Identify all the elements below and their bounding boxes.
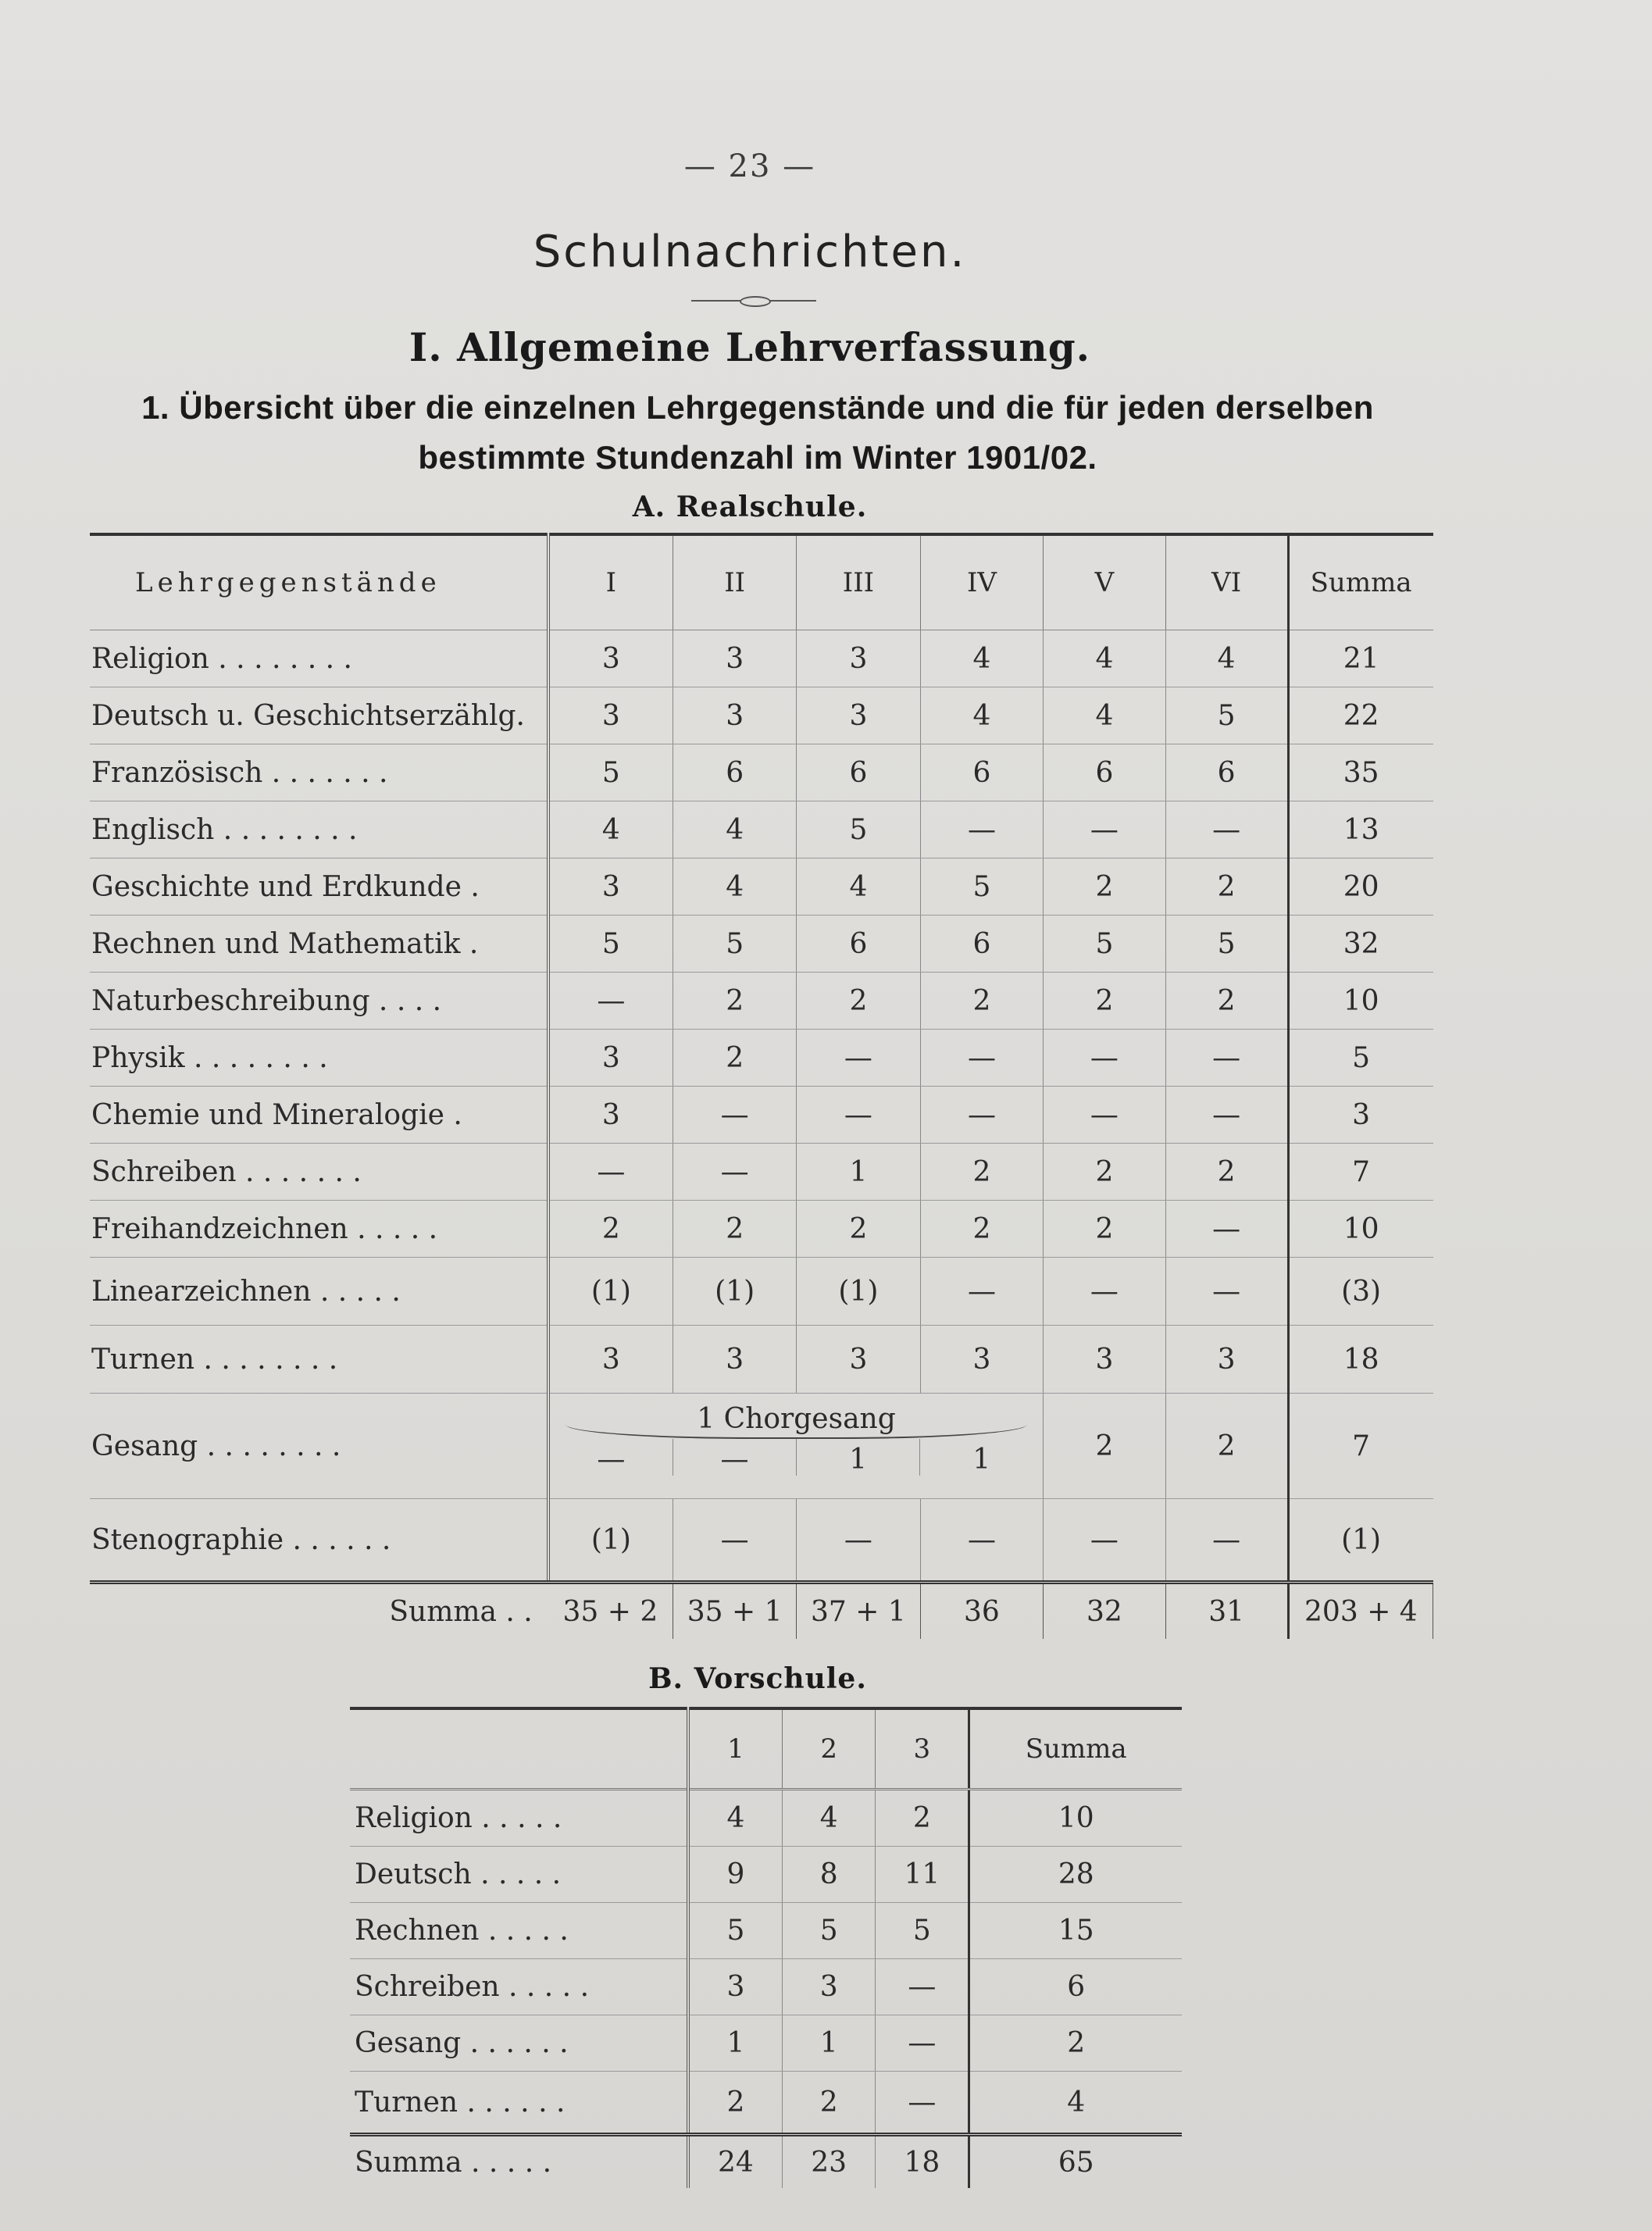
value-cell: 5 bbox=[797, 801, 920, 858]
summa-cell: 18 bbox=[1288, 1326, 1433, 1394]
chorgesang-cell bbox=[548, 1394, 1044, 1499]
subject-cell: Linearzeichnen . . . . . bbox=[90, 1258, 548, 1326]
summa-cell: 21 bbox=[1288, 630, 1433, 687]
value-cell: — bbox=[673, 1144, 797, 1201]
table-row bbox=[90, 630, 1433, 687]
table-row bbox=[90, 1326, 1433, 1394]
subject-cell: Schreiben . . . . . bbox=[350, 1959, 688, 2015]
summa-cell: 7 bbox=[1288, 1144, 1433, 1201]
value-cell: 36 bbox=[920, 1583, 1044, 1640]
value-cell: 4 bbox=[1165, 630, 1288, 687]
realschule-title: A. Realschule. bbox=[632, 491, 868, 523]
subject-cell: Religion . . . . . bbox=[350, 1790, 688, 1847]
summa-cell: 203 + 4 bbox=[1288, 1583, 1433, 1640]
summa-cell: 3 bbox=[1288, 1087, 1433, 1144]
value-cell: 4 bbox=[920, 630, 1044, 687]
header-cell: IV bbox=[920, 534, 1044, 630]
value-cell: 3 bbox=[548, 858, 673, 916]
value-cell: — bbox=[920, 801, 1044, 858]
value-cell: 2 bbox=[1165, 858, 1288, 916]
table-row bbox=[90, 744, 1433, 801]
value-cell: 6 bbox=[797, 916, 920, 973]
header-cell: 1 bbox=[688, 1708, 783, 1790]
value-cell: 3 bbox=[548, 687, 673, 744]
value-cell: — bbox=[876, 2072, 969, 2135]
value-cell: 24 bbox=[688, 2135, 783, 2189]
value-cell: 2 bbox=[783, 2072, 876, 2135]
value-cell: 2 bbox=[920, 1144, 1044, 1201]
value-cell: 3 bbox=[548, 630, 673, 687]
subsection-heading: 1. Übersicht über die einzelnen Lehrgegenstände und die für jeden derselben bestimmte Stundenzahl im Winter 1901/02. bbox=[141, 389, 1374, 476]
value-cell: — bbox=[920, 1258, 1044, 1326]
value-cell: 18 bbox=[876, 2135, 969, 2189]
realschule-table bbox=[90, 533, 1433, 1639]
summa-row bbox=[350, 2135, 1182, 2189]
table-row bbox=[90, 1394, 1433, 1499]
summa-cell: 20 bbox=[1288, 858, 1433, 916]
value-cell: — bbox=[920, 1030, 1044, 1087]
table-row bbox=[90, 801, 1433, 858]
value-cell: — bbox=[673, 1499, 797, 1583]
value-cell: 6 bbox=[920, 744, 1044, 801]
subject-cell: Englisch . . . . . . . . bbox=[90, 801, 548, 858]
summa-cell: 65 bbox=[969, 2135, 1182, 2189]
value-cell: 2 bbox=[1044, 973, 1165, 1030]
subject-cell: Schreiben . . . . . . . bbox=[90, 1144, 548, 1201]
value-cell: 5 bbox=[688, 1903, 783, 1959]
value-cell: 2 bbox=[688, 2072, 783, 2135]
value-cell: — bbox=[920, 1087, 1044, 1144]
table-row bbox=[90, 1087, 1433, 1144]
subject-cell: Turnen . . . . . . bbox=[350, 2072, 688, 2135]
header-cell: III bbox=[797, 534, 920, 630]
ornament-divider bbox=[691, 300, 816, 305]
value-cell: 5 bbox=[920, 858, 1044, 916]
value-cell: 3 bbox=[797, 687, 920, 744]
summa-cell: 4 bbox=[969, 2072, 1182, 2135]
section-heading: I. Allgemeine Lehrverfassung. bbox=[409, 324, 1091, 370]
value-cell: — bbox=[548, 973, 673, 1030]
header-cell: V bbox=[1044, 534, 1165, 630]
value-cell: — bbox=[548, 1144, 673, 1201]
table-row bbox=[90, 687, 1433, 744]
summa-cell: 10 bbox=[1288, 973, 1433, 1030]
header-cell bbox=[350, 1708, 688, 1790]
value-cell: 6 bbox=[1165, 744, 1288, 801]
value-cell: — bbox=[1044, 1499, 1165, 1583]
subject-cell: Naturbeschreibung . . . . bbox=[90, 973, 548, 1030]
value-cell: 11 bbox=[876, 1847, 969, 1903]
chorgesang-split bbox=[550, 1439, 1044, 1476]
table-row bbox=[90, 858, 1433, 916]
summa-cell: (1) bbox=[1288, 1499, 1433, 1583]
value-cell: — bbox=[1044, 801, 1165, 858]
value-cell: 6 bbox=[797, 744, 920, 801]
value-cell: — bbox=[797, 1030, 920, 1087]
summa-cell: 32 bbox=[1288, 916, 1433, 973]
value-cell: 2 bbox=[1044, 858, 1165, 916]
subject-cell: Gesang . . . . . . . . bbox=[90, 1394, 548, 1499]
value-cell: (1) bbox=[673, 1258, 797, 1326]
value-cell: 1 bbox=[797, 1144, 920, 1201]
table-row bbox=[350, 1959, 1182, 2015]
value-cell: 1 bbox=[783, 2015, 876, 2072]
value-cell: 32 bbox=[1044, 1583, 1165, 1640]
value-cell: — bbox=[797, 1499, 920, 1583]
summa-label: Summa . . bbox=[389, 1595, 533, 1628]
summa-label: Summa . . . . . bbox=[350, 2135, 688, 2189]
page-title: Schulnachrichten. bbox=[533, 227, 967, 277]
table-row bbox=[90, 1201, 1433, 1258]
value-cell: 3 bbox=[797, 630, 920, 687]
header-cell: Lehrgegenstände bbox=[90, 534, 548, 630]
value-cell: 4 bbox=[673, 801, 797, 858]
value-cell: 3 bbox=[688, 1959, 783, 2015]
value-cell: 3 bbox=[920, 1326, 1044, 1394]
value-cell: — bbox=[1044, 1258, 1165, 1326]
header-cell: Summa bbox=[969, 1708, 1182, 1790]
header-cell: I bbox=[548, 534, 673, 630]
header-cell: 3 bbox=[876, 1708, 969, 1790]
table-row bbox=[350, 1903, 1182, 1959]
summa-cell: 2 bbox=[969, 2015, 1182, 2072]
value-cell: 5 bbox=[548, 744, 673, 801]
value-cell: 23 bbox=[783, 2135, 876, 2189]
value-cell: 2 bbox=[1165, 1144, 1288, 1201]
value-cell: (1) bbox=[797, 1258, 920, 1326]
value-cell: 2 bbox=[1044, 1394, 1165, 1499]
value-cell: 5 bbox=[673, 916, 797, 973]
value-cell: 3 bbox=[797, 1326, 920, 1394]
table-row bbox=[350, 1790, 1182, 1847]
value-cell: 6 bbox=[1044, 744, 1165, 801]
value-cell: 3 bbox=[548, 1030, 673, 1087]
subject-cell: Turnen . . . . . . . . bbox=[90, 1326, 548, 1394]
value-cell: 35 + 1 bbox=[673, 1583, 797, 1640]
value-cell: (1) bbox=[548, 1499, 673, 1583]
value-cell: 2 bbox=[1044, 1144, 1165, 1201]
summa-cell: (3) bbox=[1288, 1258, 1433, 1326]
value-cell: 8 bbox=[783, 1847, 876, 1903]
value-cell: — bbox=[673, 1439, 796, 1476]
subject-cell: Deutsch u. Geschichtserzählg. bbox=[90, 687, 548, 744]
subject-cell: Physik . . . . . . . . bbox=[90, 1030, 548, 1087]
value-cell: 3 bbox=[673, 630, 797, 687]
value-cell: 2 bbox=[876, 1790, 969, 1847]
value-cell: 4 bbox=[797, 858, 920, 916]
chorgesang-label: 1 Chorgesang bbox=[566, 1403, 1028, 1439]
table-row bbox=[90, 1030, 1433, 1087]
value-cell: 5 bbox=[1044, 916, 1165, 973]
value-cell: 3 bbox=[673, 1326, 797, 1394]
value-cell: — bbox=[597, 1444, 626, 1476]
subject-cell: Gesang . . . . . . bbox=[350, 2015, 688, 2072]
table-row bbox=[90, 1144, 1433, 1201]
subject-cell: Stenographie . . . . . . bbox=[90, 1499, 548, 1583]
table-row bbox=[90, 1258, 1433, 1326]
value-cell: 2 bbox=[797, 973, 920, 1030]
subject-cell: Religion . . . . . . . . bbox=[90, 630, 548, 687]
summa-cell: 10 bbox=[969, 1790, 1182, 1847]
value-cell: — bbox=[1165, 801, 1288, 858]
value-cell: — bbox=[920, 1499, 1044, 1583]
summa-cell: 7 bbox=[1288, 1394, 1433, 1499]
value-cell: 3 bbox=[1165, 1326, 1288, 1394]
header-cell: 2 bbox=[783, 1708, 876, 1790]
table-header-row bbox=[90, 534, 1433, 630]
value-cell: 5 bbox=[876, 1903, 969, 1959]
value-cell: 5 bbox=[783, 1903, 876, 1959]
value-cell: 5 bbox=[1165, 687, 1288, 744]
summa-cell: 35 bbox=[1288, 744, 1433, 801]
summa-row bbox=[90, 1583, 1433, 1640]
value-cell: 3 bbox=[673, 687, 797, 744]
value-cell: 2 bbox=[1044, 1201, 1165, 1258]
table-row bbox=[90, 973, 1433, 1030]
subject-cell: Freihandzeichnen . . . . . bbox=[90, 1201, 548, 1258]
vorschule-table bbox=[350, 1707, 1182, 2188]
value-cell: 3 bbox=[783, 1959, 876, 2015]
header-cell: II bbox=[673, 534, 797, 630]
value-cell: 35 + 2 bbox=[548, 1583, 673, 1640]
value-cell: 2 bbox=[673, 1030, 797, 1087]
summa-cell: 6 bbox=[969, 1959, 1182, 2015]
value-cell: 2 bbox=[797, 1201, 920, 1258]
subject-cell: Chemie und Mineralogie . bbox=[90, 1087, 548, 1144]
value-cell: 2 bbox=[673, 1201, 797, 1258]
subject-cell: Rechnen . . . . . bbox=[350, 1903, 688, 1959]
value-cell: 2 bbox=[1165, 1394, 1288, 1499]
value-cell: 2 bbox=[1165, 973, 1288, 1030]
value-cell: 5 bbox=[1165, 916, 1288, 973]
value-cell: 5 bbox=[548, 916, 673, 973]
table-row bbox=[350, 1847, 1182, 1903]
summa-cell: 5 bbox=[1288, 1030, 1433, 1087]
value-cell: 6 bbox=[673, 744, 797, 801]
value-cell: — bbox=[1165, 1087, 1288, 1144]
subject-cell: Deutsch . . . . . bbox=[350, 1847, 688, 1903]
value-cell: 2 bbox=[920, 1201, 1044, 1258]
summa-cell: 15 bbox=[969, 1903, 1182, 1959]
summa-cell: 28 bbox=[969, 1847, 1182, 1903]
value-cell: — bbox=[876, 2015, 969, 2072]
value-cell: 2 bbox=[673, 973, 797, 1030]
summa-cell: 10 bbox=[1288, 1201, 1433, 1258]
header-cell: VI bbox=[1165, 534, 1288, 630]
value-cell: 37 + 1 bbox=[797, 1583, 920, 1640]
value-cell: 4 bbox=[1044, 630, 1165, 687]
value-cell: 1 bbox=[919, 1439, 1043, 1476]
page-number: — 23 — bbox=[683, 148, 816, 184]
header-cell: Summa bbox=[1288, 534, 1433, 630]
table-header-row bbox=[350, 1708, 1182, 1790]
value-cell: — bbox=[797, 1087, 920, 1144]
table-row bbox=[350, 2015, 1182, 2072]
summa-cell: 22 bbox=[1288, 687, 1433, 744]
value-cell: 2 bbox=[920, 973, 1044, 1030]
value-cell: 4 bbox=[548, 801, 673, 858]
value-cell: 4 bbox=[673, 858, 797, 916]
value-cell: 2 bbox=[548, 1201, 673, 1258]
value-cell: (1) bbox=[548, 1258, 673, 1326]
value-cell: 31 bbox=[1165, 1583, 1288, 1640]
table-row bbox=[90, 916, 1433, 973]
value-cell: — bbox=[1044, 1030, 1165, 1087]
summa-cell: 13 bbox=[1288, 801, 1433, 858]
value-cell: — bbox=[1165, 1258, 1288, 1326]
value-cell: — bbox=[876, 1959, 969, 2015]
subject-cell: Geschichte und Erdkunde . bbox=[90, 858, 548, 916]
value-cell: — bbox=[673, 1087, 797, 1144]
vorschule-title: B. Vorschule. bbox=[648, 1662, 867, 1695]
value-cell: 6 bbox=[920, 916, 1044, 973]
subject-cell: Französisch . . . . . . . bbox=[90, 744, 548, 801]
value-cell: 4 bbox=[920, 687, 1044, 744]
table-row bbox=[350, 2072, 1182, 2135]
subject-cell: Rechnen und Mathematik . bbox=[90, 916, 548, 973]
value-cell: 3 bbox=[548, 1326, 673, 1394]
value-cell: 1 bbox=[688, 2015, 783, 2072]
value-cell: 1 bbox=[796, 1439, 919, 1476]
value-cell: 4 bbox=[783, 1790, 876, 1847]
value-cell: — bbox=[1165, 1201, 1288, 1258]
value-cell: 3 bbox=[548, 1087, 673, 1144]
value-cell: 4 bbox=[1044, 687, 1165, 744]
value-cell: — bbox=[1165, 1030, 1288, 1087]
value-cell: — bbox=[1165, 1499, 1288, 1583]
value-cell: 3 bbox=[1044, 1326, 1165, 1394]
value-cell: 4 bbox=[688, 1790, 783, 1847]
value-cell: 9 bbox=[688, 1847, 783, 1903]
table-row bbox=[90, 1499, 1433, 1583]
value-cell: — bbox=[1044, 1087, 1165, 1144]
